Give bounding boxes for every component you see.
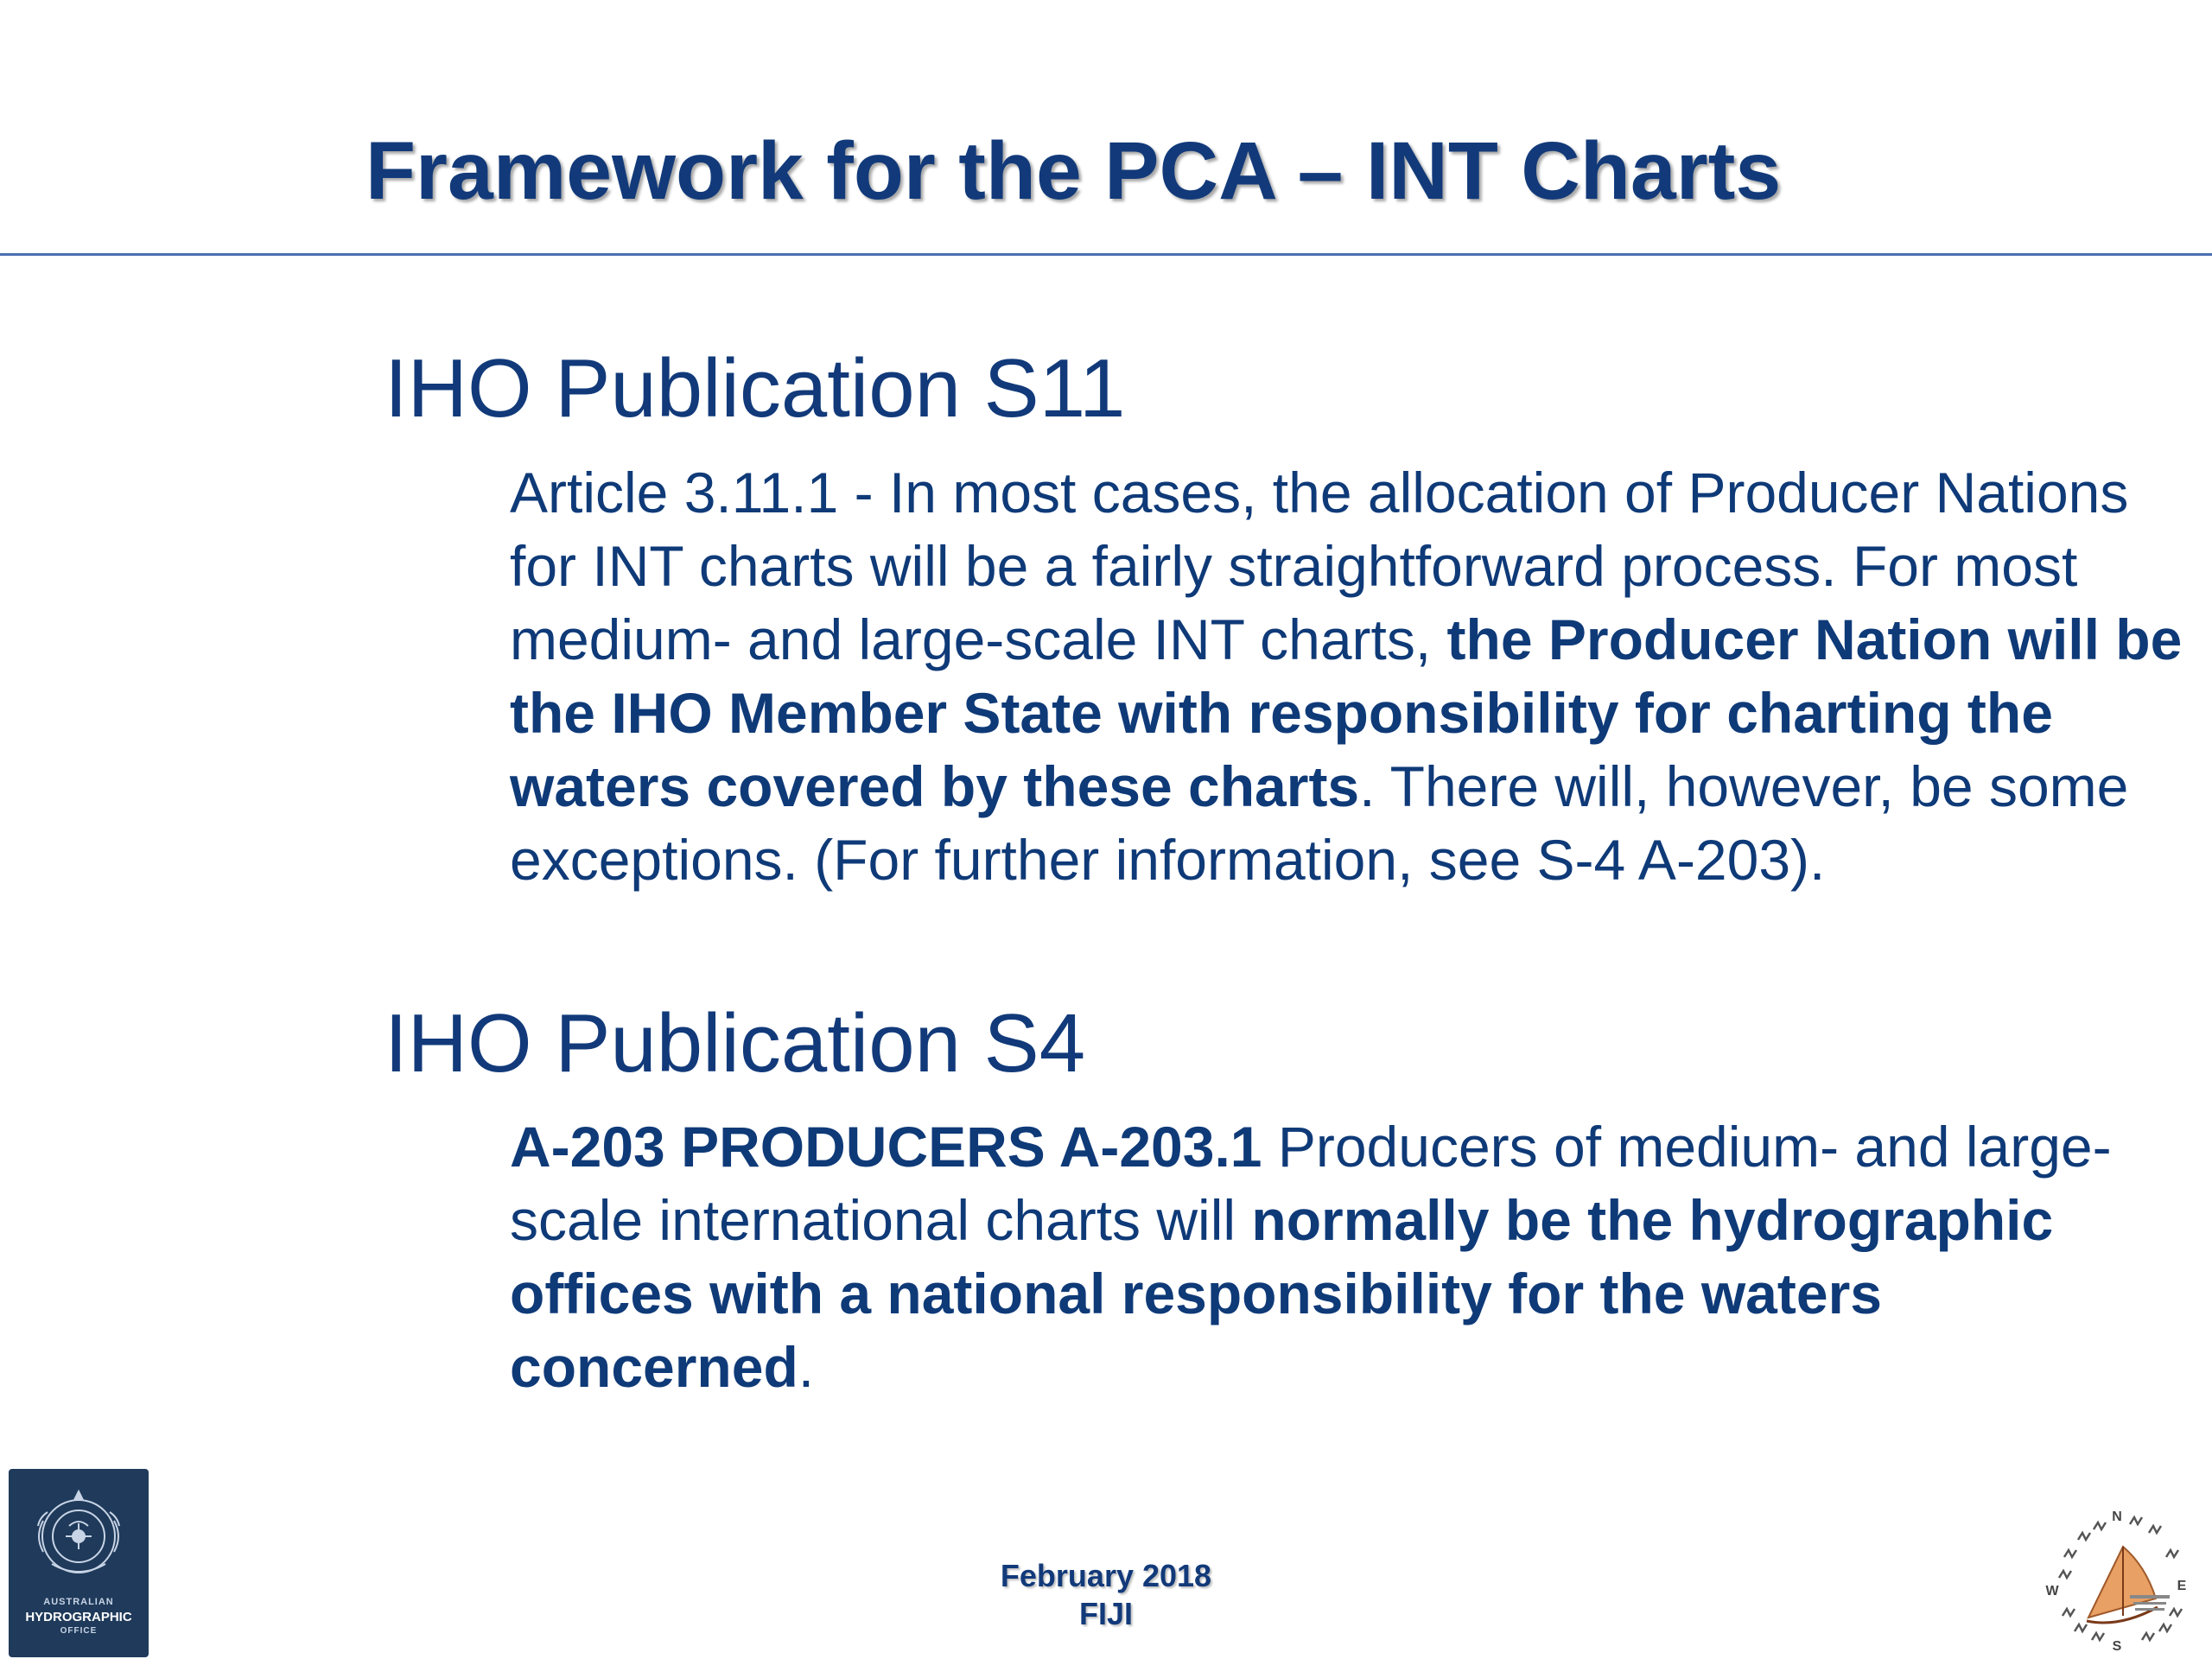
section-paragraph-s4 bbox=[510, 1110, 2186, 1404]
paragraph-bold-text: A-203 PRODUCERS A-203.1 bbox=[510, 1115, 1262, 1179]
slide-title: Framework for the PCA – INT Charts bbox=[365, 125, 1782, 217]
section-heading-s11: IHO Publication S11 bbox=[385, 342, 1126, 435]
compass-north-label: N bbox=[2112, 1510, 2122, 1524]
paragraph-bold-text: normally be the hydrographic offices with a national responsibility for the waters concerned bbox=[510, 1188, 2054, 1399]
logo-text-line3: OFFICE bbox=[60, 1626, 98, 1636]
compass-east-label: E bbox=[2177, 1579, 2187, 1593]
paragraph-text: Article 3.11.1 - In most cases, the allocation of Producer Nations for INT charts will be a fairly straightforward process. For most medium- and large-scale INT charts, bbox=[510, 461, 2129, 671]
paragraph-bold-text: the Producer Nation will be the IHO Member State with responsibility for charting the waters covered by these charts bbox=[510, 607, 2183, 818]
compass-west-label: W bbox=[2045, 1584, 2059, 1599]
logo-text-line1: AUSTRALIAN bbox=[43, 1597, 114, 1607]
footer-location: FIJI bbox=[1078, 1596, 1133, 1631]
footer-date: February 2018 bbox=[1000, 1558, 1212, 1593]
paragraph-text: . bbox=[798, 1335, 815, 1399]
title-divider bbox=[0, 253, 2212, 256]
slide-footer bbox=[933, 1557, 1279, 1633]
compass-sail-icon bbox=[2044, 1505, 2190, 1652]
hydrographic-commission-logo bbox=[2044, 1505, 2190, 1652]
section-heading-s4: IHO Publication S4 bbox=[385, 997, 1086, 1090]
paragraph-text: Producers of medium- and large-scale international charts will bbox=[510, 1115, 2112, 1252]
hydrographic-office-logo bbox=[9, 1469, 149, 1657]
paragraph-text: . There will, however, be some exceptions. (For further information, see S-4 A-203). bbox=[510, 754, 2129, 892]
section-paragraph-s11 bbox=[510, 456, 2186, 897]
compass-south-label: S bbox=[2112, 1639, 2122, 1652]
logo-text-line2: HYDROGRAPHIC bbox=[25, 1610, 132, 1624]
crest-icon bbox=[9, 1469, 149, 1599]
